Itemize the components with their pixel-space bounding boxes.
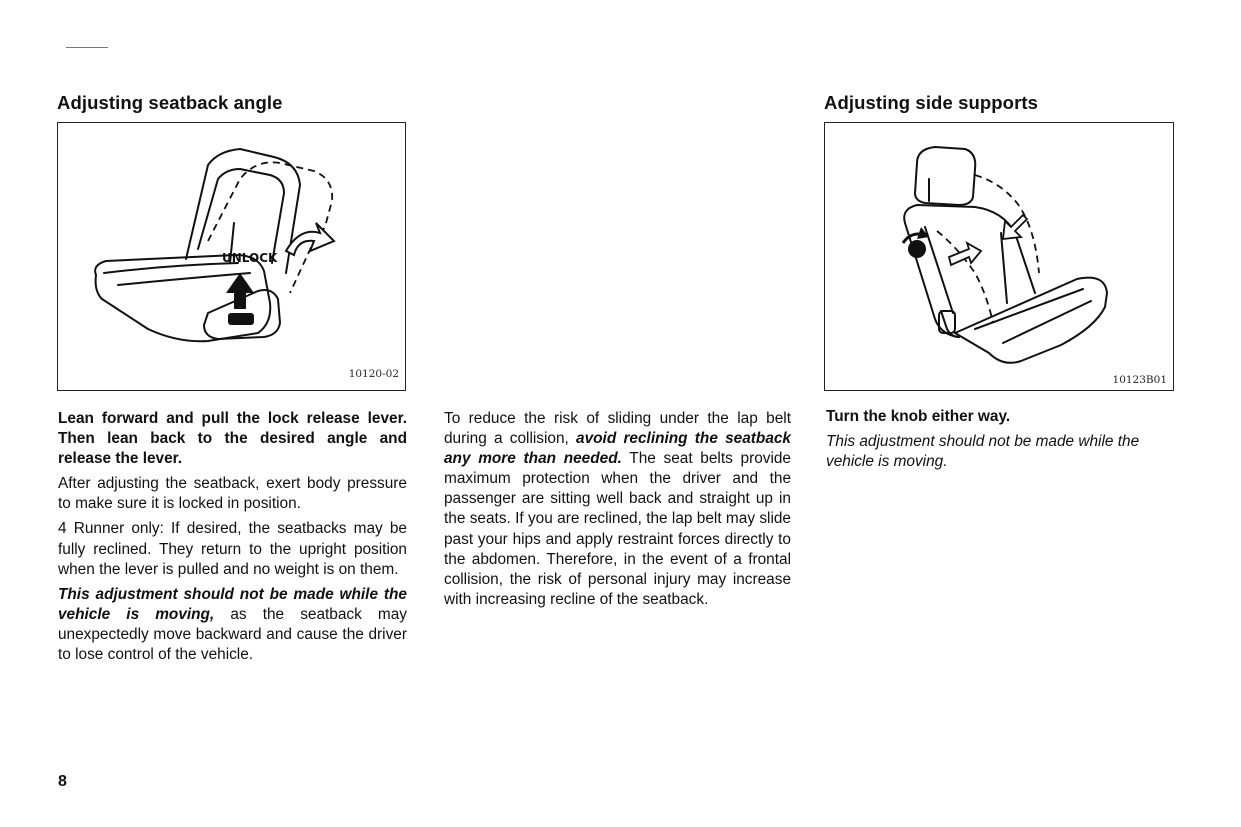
side-support-warning: This adjustment should not be made while the vehicle is moving. [826,433,1140,471]
right-column [826,407,1178,477]
recline-text-b: The seat belts provide maximum protection when the driver and the passenger are sitting well back and straight up in the seats. If you are reclined, the lap belt may slide past your hips and apply restraint forces directly to the abdomen. Therefore, in the event of a frontal collision, the risk of personal injury may increase with increasing recline of the seatback. [444,450,791,608]
figure-code: 10123B01 [1112,374,1167,386]
seatback-warning-emphasis: This adjustment should not be made while the vehicle is moving, [58,585,407,623]
middle-column [444,409,791,615]
header-rule [66,47,108,48]
left-column [58,409,407,670]
recline-text-a: To reduce the risk of sliding under the lap belt during a collision, [444,410,791,448]
seatback-paragraph-2: 4 Runner only: If desired, the seatbacks may be fully reclined. They return to the upright position when the lever is pulled and no weight is on them. [58,520,407,578]
figure-code: 10120-02 [348,368,399,380]
section-heading-seatback: Adjusting seatback angle [57,92,283,113]
side-support-illustration [825,123,1173,390]
side-support-figure [824,122,1174,391]
seatback-illustration [58,123,405,390]
side-support-instruction: Turn the knob either way. [826,408,1011,425]
section-heading-side-supports: Adjusting side supports [824,92,1039,113]
recline-safety-paragraph [444,409,791,610]
seatback-figure [57,122,406,391]
seatback-warning [58,585,407,665]
seatback-paragraph-1: After adjusting the seatback, exert body pressure to make sure it is locked in position. [58,475,407,513]
seatback-warning-text: as the seatback may unexpectedly move backward and cause the driver to lose control of the vehicle. [58,605,407,664]
unlock-label: UNLOCK [222,251,278,265]
page-number: 8 [58,773,67,790]
seatback-instruction: Lean forward and pull the lock release lever. Then lean back to the desired angle and release the lever. [58,410,407,468]
recline-emphasis: avoid reclining the seatback any more than needed. [444,430,791,468]
